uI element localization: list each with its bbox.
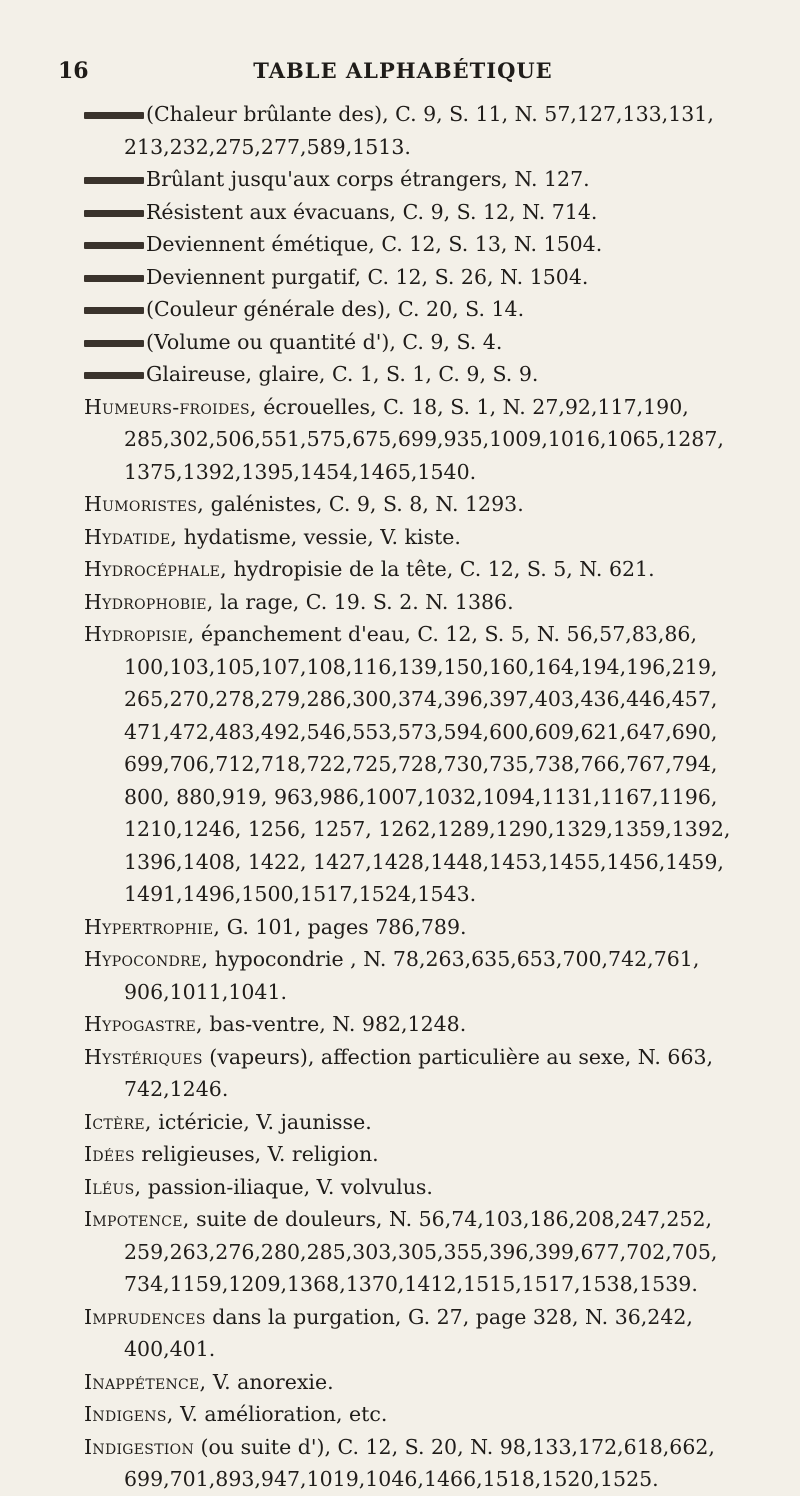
entry-text: dans la purgation, G. 27, page 328, N. 36,242, 400,401.	[124, 1304, 693, 1361]
entry-text: galénistes, C. 9, S. 8, N. 1293.	[204, 492, 524, 516]
index-entry	[84, 1106, 764, 1139]
ditto-dash	[84, 275, 144, 282]
entry-headword: Hydatide,	[84, 524, 178, 549]
ditto-dash	[84, 177, 144, 184]
entry-text: Deviennent émétique, C. 12, S. 13, N. 1504.	[146, 232, 603, 256]
entry-headword: Hypocondre,	[84, 947, 209, 971]
entry-text: passion-iliaque, V. volvulus.	[141, 1174, 433, 1199]
index-entry	[84, 261, 764, 294]
index-entry	[84, 196, 764, 229]
entry-headword: Hystériques	[84, 1044, 203, 1069]
entry-text: épanchement d'eau, C. 12, S. 5, N. 56,57,83,86, 100,103,105,107,108,116,139,150,160,164,194,196,219, 265,270,278,279,286,300,374,396,397,403,436,446,457, 471,472,483,492,546,553,573,594,600,609,621,647,690, 699,706,712,718,722,725,728,730,735,738,766,767,794, 800, 880,919, 963,986,1007,1032,1094,1131,1167,1196, 1210,1246, 1256, 1257, 1262,1289,1290,1329,1359,1392, 1396,1408, 1422, 1427,1428,1448,1453,1455,1456,1459, 1491,1496,1500,1517,1524,1543.	[124, 622, 731, 906]
entry-text: Brûlant jusqu'aux corps étrangers, N. 127.	[146, 167, 590, 191]
index-entry	[84, 163, 764, 196]
index-entry	[84, 358, 764, 391]
entry-text: religieuses, V. religion.	[134, 1142, 379, 1166]
entry-text: V. amélioration, etc.	[173, 1402, 388, 1426]
index-entry	[84, 1366, 764, 1399]
entry-text: (Couleur générale des), C. 20, S. 14.	[146, 297, 525, 321]
entry-headword: Indigestion	[84, 1434, 194, 1459]
index-entry	[84, 488, 764, 521]
entry-text: suite de douleurs, N. 56,74,103,186,208,247,252, 259,263,276,280,285,303,305,355,396,399,677,702,705, 734,1159,1209,1368,1370,1412,1515,1517,1538,1539.	[124, 1207, 718, 1296]
index-entry	[84, 911, 764, 944]
entry-headword: Hypogastre,	[84, 1012, 203, 1036]
entry-headword: Hydrophobie,	[84, 589, 214, 614]
index-entry	[84, 1301, 764, 1366]
index-entry	[84, 1171, 764, 1204]
page-number: 16	[58, 58, 89, 84]
index-entry	[84, 1398, 764, 1431]
running-title: TABLE ALPHABÉTIQUE	[253, 58, 553, 83]
index-entry	[84, 98, 764, 163]
index-entry	[84, 1431, 764, 1496]
index-entry	[84, 618, 764, 911]
entry-text: (Chaleur brûlante des), C. 9, S. 11, N. 57,127,133,131, 213,232,275,277,589,1513.	[124, 102, 714, 159]
entry-headword: Inappétence,	[84, 1369, 207, 1394]
ditto-dash	[84, 340, 144, 347]
index-entry	[84, 521, 764, 554]
index-entry	[84, 553, 764, 586]
index-entries	[84, 98, 764, 1496]
entry-headword: Hypertrophie,	[84, 914, 221, 939]
page-header	[58, 58, 748, 88]
entry-headword: Ictère,	[84, 1109, 152, 1134]
entry-text: G. 101, pages 786,789.	[220, 914, 467, 939]
entry-headword: Indigens,	[84, 1402, 174, 1426]
entry-headword: Hydropisie,	[84, 622, 195, 646]
entry-headword: Idées	[84, 1142, 135, 1166]
index-entry	[84, 228, 764, 261]
entry-headword: Iléus,	[84, 1174, 142, 1199]
entry-text: écrouelles, C. 18, S. 1, N. 27,92,117,190, 285,302,506,551,575,675,699,935,1009,1016,1065,1287, 1375,1392,1395,1454,1465,1540.	[124, 394, 724, 484]
index-entry	[84, 1203, 764, 1301]
index-entry	[84, 1008, 764, 1041]
entry-text: (Volume ou quantité d'), C. 9, S. 4.	[146, 329, 503, 354]
ditto-dash	[84, 242, 144, 249]
entry-text: (ou suite d'), C. 12, S. 20, N. 98,133,172,618,662, 699,701,893,947,1019,1046,1466,1518,1520,1525.	[124, 1434, 715, 1491]
index-entry	[84, 391, 764, 489]
entry-text: hydatisme, vessie, V. kiste.	[177, 524, 461, 549]
entry-text: hydropisie de la tête, C. 12, S. 5, N. 621.	[226, 557, 655, 581]
entry-headword: Imprudences	[84, 1304, 206, 1329]
index-entry	[84, 586, 764, 619]
entry-headword: Humeurs-froides,	[84, 394, 257, 419]
entry-headword: Humoristes,	[84, 492, 205, 516]
entry-text: Glaireuse, glaire, C. 1, S. 1, C. 9, S. 9.	[146, 362, 539, 386]
entry-text: bas-ventre, N. 982,1248.	[202, 1012, 467, 1036]
index-entry	[84, 1041, 764, 1106]
entry-headword: Hydrocéphale,	[84, 557, 227, 581]
entry-headword: Impotence,	[84, 1207, 190, 1231]
entry-text: ictéricie, V. jaunisse.	[151, 1109, 372, 1134]
entry-text: (vapeurs), affection particulière au sexe, N. 663, 742,1246.	[124, 1044, 714, 1101]
ditto-dash	[84, 307, 144, 314]
entry-text: Deviennent purgatif, C. 12, S. 26, N. 1504.	[146, 264, 589, 289]
entry-text: V. anorexie.	[206, 1369, 334, 1394]
ditto-dash	[84, 372, 144, 379]
entry-text: Résistent aux évacuans, C. 9, S. 12, N. 714.	[146, 199, 598, 224]
ditto-dash	[84, 112, 144, 119]
index-entry	[84, 326, 764, 359]
index-entry	[84, 293, 764, 326]
index-entry	[84, 943, 764, 1008]
entry-text: hypocondrie , N. 78,263,635,653,700,742,761, 906,1011,1041.	[124, 947, 700, 1004]
index-entry	[84, 1138, 764, 1171]
entry-text: la rage, C. 19. S. 2. N. 1386.	[213, 589, 514, 614]
ditto-dash	[84, 210, 144, 217]
